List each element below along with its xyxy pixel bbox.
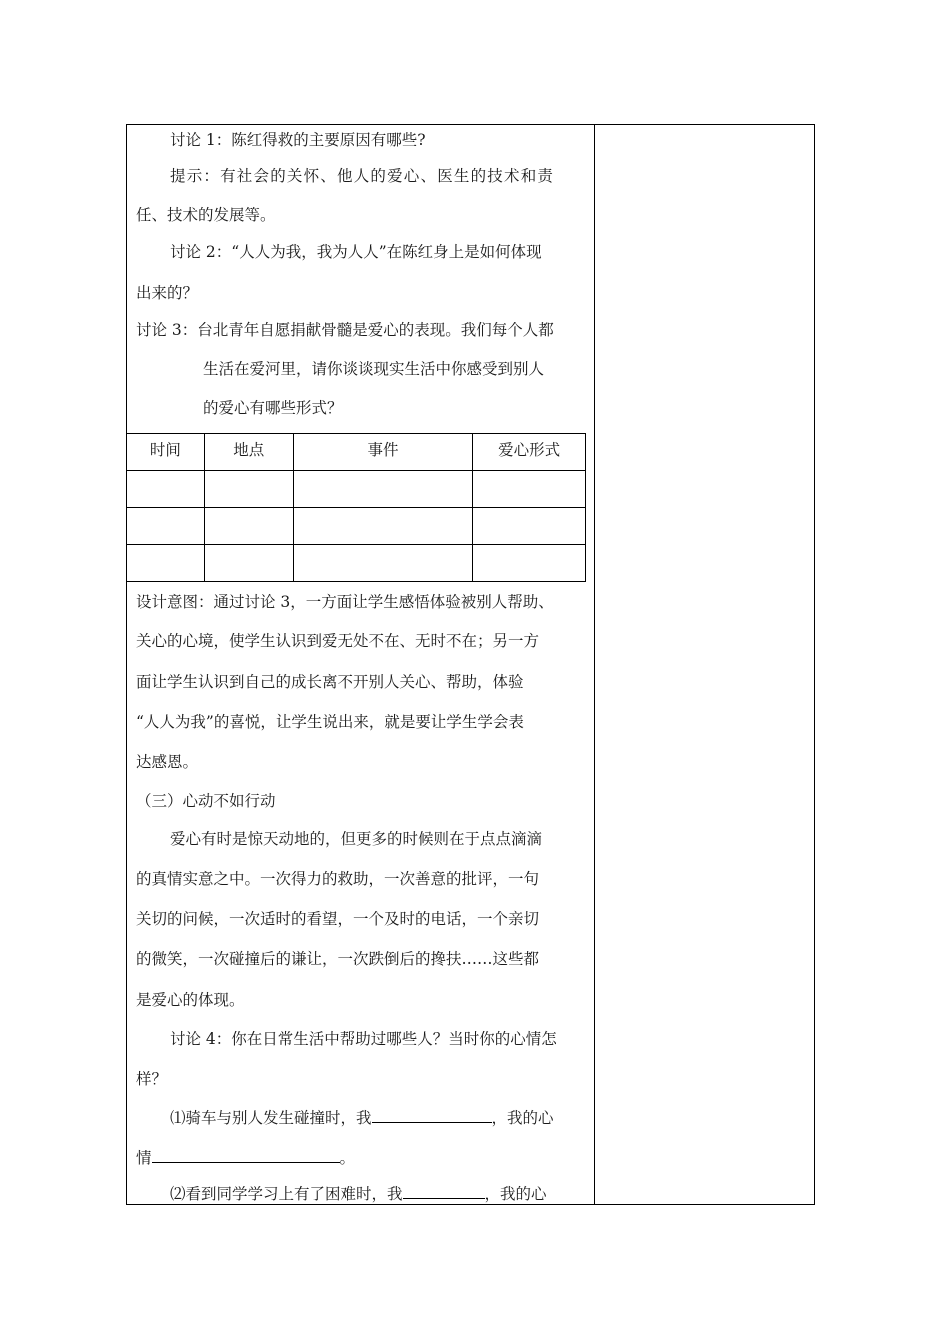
table-cell[interactable] — [127, 508, 205, 545]
design-intent-line4: “人人为我”的喜悦，让学生说出来，就是要让学生学会表 — [136, 713, 524, 731]
table-cell[interactable] — [204, 471, 293, 508]
section-3-para-line5: 是爱心的体现。 — [136, 991, 245, 1009]
table-cell[interactable] — [473, 545, 586, 582]
item-2-line — [170, 1184, 547, 1204]
header-place: 地点 — [204, 434, 293, 471]
table-cell[interactable] — [473, 471, 586, 508]
item-1-line-cont — [136, 1148, 355, 1168]
item-1-blank-feeling[interactable] — [152, 1148, 340, 1163]
table-cell[interactable] — [473, 508, 586, 545]
discussion-4-line2: 样？ — [136, 1070, 168, 1088]
section-3-para-line1: 爱心有时是惊天动地的，但更多的时候则在于点点滴滴 — [170, 830, 543, 848]
section-3-para-line4: 的微笑，一次碰撞后的谦让，一次跌倒后的搀扶……这些都 — [136, 950, 540, 968]
discussion-1-hint-cont: 任、技术的发展等。 — [136, 206, 276, 224]
table-row — [127, 471, 586, 508]
column-divider — [594, 124, 595, 1205]
header-event: 事件 — [293, 434, 473, 471]
item-1-prefix: ⑴骑车与别人发生碰撞时，我 — [170, 1109, 372, 1127]
item-2-prefix: ⑵看到同学学习上有了困难时，我 — [170, 1185, 403, 1203]
section-3-para-line3: 关切的问候，一次适时的看望，一个及时的电话，一个亲切 — [136, 910, 540, 928]
discussion-1-question: 讨论 1：陈红得救的主要原因有哪些? — [170, 131, 426, 149]
table-row — [127, 508, 586, 545]
item-1-suffix: ，我的心 — [491, 1109, 554, 1127]
table-cell[interactable] — [127, 545, 205, 582]
design-intent-line5: 达感恩。 — [136, 753, 199, 771]
header-time: 时间 — [127, 434, 205, 471]
table-cell[interactable] — [293, 508, 473, 545]
table-cell[interactable] — [204, 508, 293, 545]
discussion-2-line1: 讨论 2：“人人为我，我为人人”在陈红身上是如何体现 — [170, 243, 542, 261]
design-intent-line1: 设计意图：通过讨论 3，一方面让学生感悟体验被别人帮助、 — [136, 593, 554, 611]
table-cell[interactable] — [127, 471, 205, 508]
item-1-blank-action[interactable] — [372, 1108, 492, 1123]
item-2-suffix: ，我的心 — [484, 1185, 547, 1203]
table-cell[interactable] — [293, 471, 473, 508]
discussion-3-line3: 的爱心有哪些形式？ — [203, 399, 343, 417]
table-cell[interactable] — [204, 545, 293, 582]
discussion-3-line2: 生活在爱河里，请你谈谈现实生活中你感受到别人 — [203, 360, 545, 378]
love-forms-table — [126, 433, 586, 582]
section-3-para-line2: 的真情实意之中。一次得力的救助，一次善意的批评，一句 — [136, 870, 540, 888]
discussion-4-line1: 讨论 4：你在日常生活中帮助过哪些人？当时你的心情怎 — [170, 1030, 557, 1048]
item-1-line — [170, 1108, 554, 1128]
item-1-end: 。 — [339, 1149, 356, 1167]
discussion-1-hint: 提示：有社会的关怀、他人的爱心、医生的技术和责 — [170, 167, 555, 185]
design-intent-line3: 面让学生认识到自己的成长离不开别人关心、帮助，体验 — [136, 673, 524, 691]
discussion-2-line2: 出来的？ — [136, 284, 199, 302]
table-header-row — [127, 434, 586, 471]
item-2-blank-action[interactable] — [403, 1184, 485, 1199]
discussion-3-line1: 讨论 3：台北青年自愿捐献骨髓是爱心的表现。我们每个人都 — [136, 321, 554, 339]
design-intent-line2: 关心的心境，使学生认识到爱无处不在、无时不在；另一方 — [136, 632, 540, 650]
section-3-title: （三）心动不如行动 — [136, 792, 276, 810]
table-row — [127, 545, 586, 582]
table-cell[interactable] — [293, 545, 473, 582]
header-love-form: 爱心形式 — [473, 434, 586, 471]
item-1-feeling-label: 情 — [136, 1149, 152, 1167]
